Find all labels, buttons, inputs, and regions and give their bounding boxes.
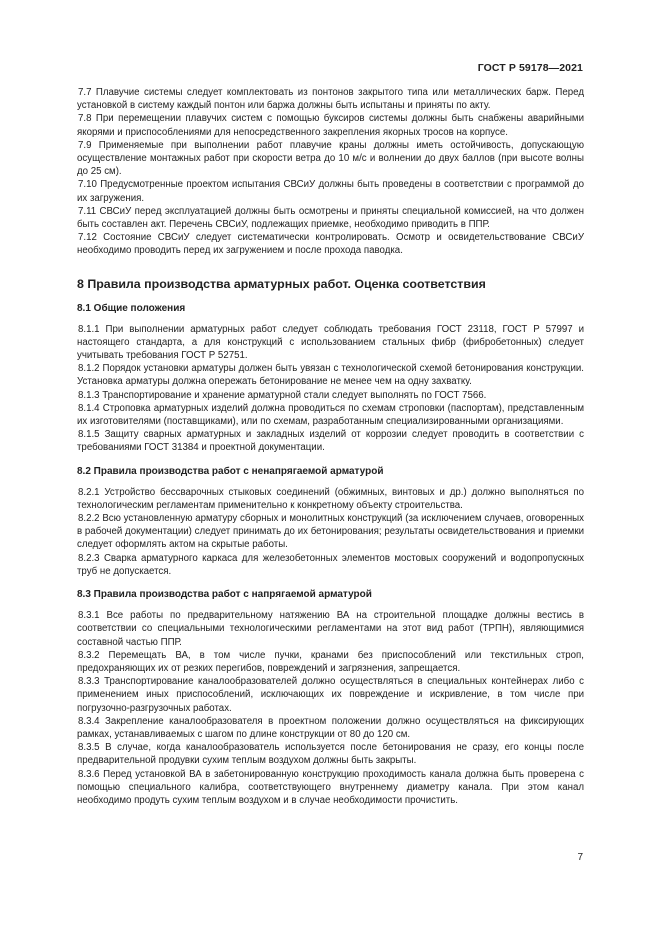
paragraph: 7.9 Применяемые при выполнении работ плавучие краны должны иметь остойчивость, допускающую осуществление монтажных работ при скорости ветра до 10 м/с и волнении до двух баллов (при высоте волны до 25 см). [77,139,584,178]
page-body [77,86,584,807]
paragraph: 7.10 Предусмотренные проектом испытания СВСиУ должны быть проведены в соответствии с программой до их загружения. [77,179,584,204]
paragraph: 8.2.2 Всю установленную арматуру сборных и монолитных конструкций (за исключением случаев, оговоренных в рабочей документации) следует принимать до их бетонирования; результаты освидетельствования и приемки следует оформлять актом на скрытые работы. [77,513,584,551]
subsection-8-3-body [77,609,584,807]
section-8-title: 8 Правила производства арматурных работ. Оценка соответствия [77,276,486,291]
paragraph: 8.1.3 Транспортирование и хранение арматурной стали следует выполнять по ГОСТ 7566. [78,389,487,401]
paragraph: 8.1.1 При выполнении арматурных работ следует соблюдать требования ГОСТ 23118, ГОСТ Р 57997 и настоящего стандарта, а для конструкций с использованием стальных фибр (фибробетонных) следует учитывать требования ГОСТ Р 52751. [77,323,584,362]
subsection-8-2-body [77,486,584,578]
paragraph: 8.3.6 Перед установкой ВА в забетонированную конструкцию проходимость канала должна быть проверена с помощью специального калибра, соответствующего внутреннему диаметру канала. При этом канал необходимо продуть сухим теплым воздухом и в случае необходимости прочистить. [77,768,584,806]
paragraph: 8.3.3 Транспортирование каналообразователей должно осуществляться в специальных контейнерах либо с применением иных приспособлений, исключающих их повреждение и искривление, в том числе при погрузочно-разгрузочных работах. [77,676,584,714]
paragraph: 7.11 СВСиУ перед эксплуатацией должны быть осмотрены и приняты специальной комиссией, на что должен быть составлен акт. Перечень СВСиУ, подлежащих приемке, необходимо приводить в ППР. [77,205,584,231]
subsection-8-3-title: 8.3 Правила производства работ с напрягаемой арматурой [77,589,372,601]
paragraph: 8.1.5 Защиту сварных арматурных и закладных изделий от коррозии следует проводить в соответствии с требованиями ГОСТ 31384 и проектной документации. [77,429,584,454]
paragraph: 7.12 Состояние СВСиУ следует систематически контролировать. Осмотр и освидетельствование СВСиУ необходимо проводить перед их загружением и после прохода паводка. [77,232,584,257]
paragraph: 8.3.2 Перемещать ВА, в том числе пучки, кранами без приспособлений или текстильных строп, предохраняющих их от резких перегибов, повреждений и загрязнения, запрещается. [77,649,584,674]
paragraph: 8.3.5 В случае, когда каналообразователь используется после бетонирования не сразу, его концы после предварительной продувки сухим теплым воздухом должны быть закрыты. [77,742,584,767]
paragraph: 8.3.1 Все работы по предварительному натяжению ВА на строительной площадке должны вестись в соответствии со специальными технологическими регламентами на этот вид работ (ТРПН), являющимися составной частью ППР. [77,610,584,648]
paragraph: 8.1.2 Порядок установки арматуры должен быть увязан с технологической схемой бетонирования конструкции. Установка арматуры должна опережать бетонирование не менее чем на одну захватку. [77,363,584,388]
subsection-8-1-title: 8.1 Общие положения [77,302,186,314]
paragraph: 8.2.3 Сварка арматурного каркаса для железобетонных элементов мостовых сооружений и водопропускных труб не допускается. [77,552,584,577]
paragraph: 7.7 Плавучие системы следует комплектовать из понтонов закрытого типа или металлических барж. Перед установкой в систему каждый понтон или баржа должны быть испытаны и приняты по акту. [77,87,584,112]
paragraph: 7.8 При перемещении плавучих систем с помощью буксиров системы должны быть снабжены аварийными якорями и приспособлениями для непосредственного закрепления якорных тросов на корпусе. [77,113,584,138]
paragraph: 8.2.1 Устройство бессварочных стыковых соединений (обжимных, винтовых и др.) должно выполняться по технологическим регламентам применительно к конкретному объекту строительства. [77,486,584,511]
paragraph: 8.1.4 Строповка арматурных изделий должна проводиться по схемам строповки (паспортам), представленным их изготовителями (поставщиками), или по схемам, разработанным специализированными организациями. [77,402,584,428]
page-number: 7 [577,852,583,863]
section-7-continuation [77,86,584,258]
paragraph: 8.3.4 Закрепление каналообразователя в проектном положении должно осуществляться на фиксирующих рамках, устанавливаемых с шагом по длине конструкции от 80 до 120 см. [77,715,584,740]
subsection-8-2-title: 8.2 Правила производства работ с ненапрягаемой арматурой [77,465,384,477]
subsection-8-1-body [77,323,584,455]
document-id-header: ГОСТ Р 59178—2021 [477,62,583,74]
